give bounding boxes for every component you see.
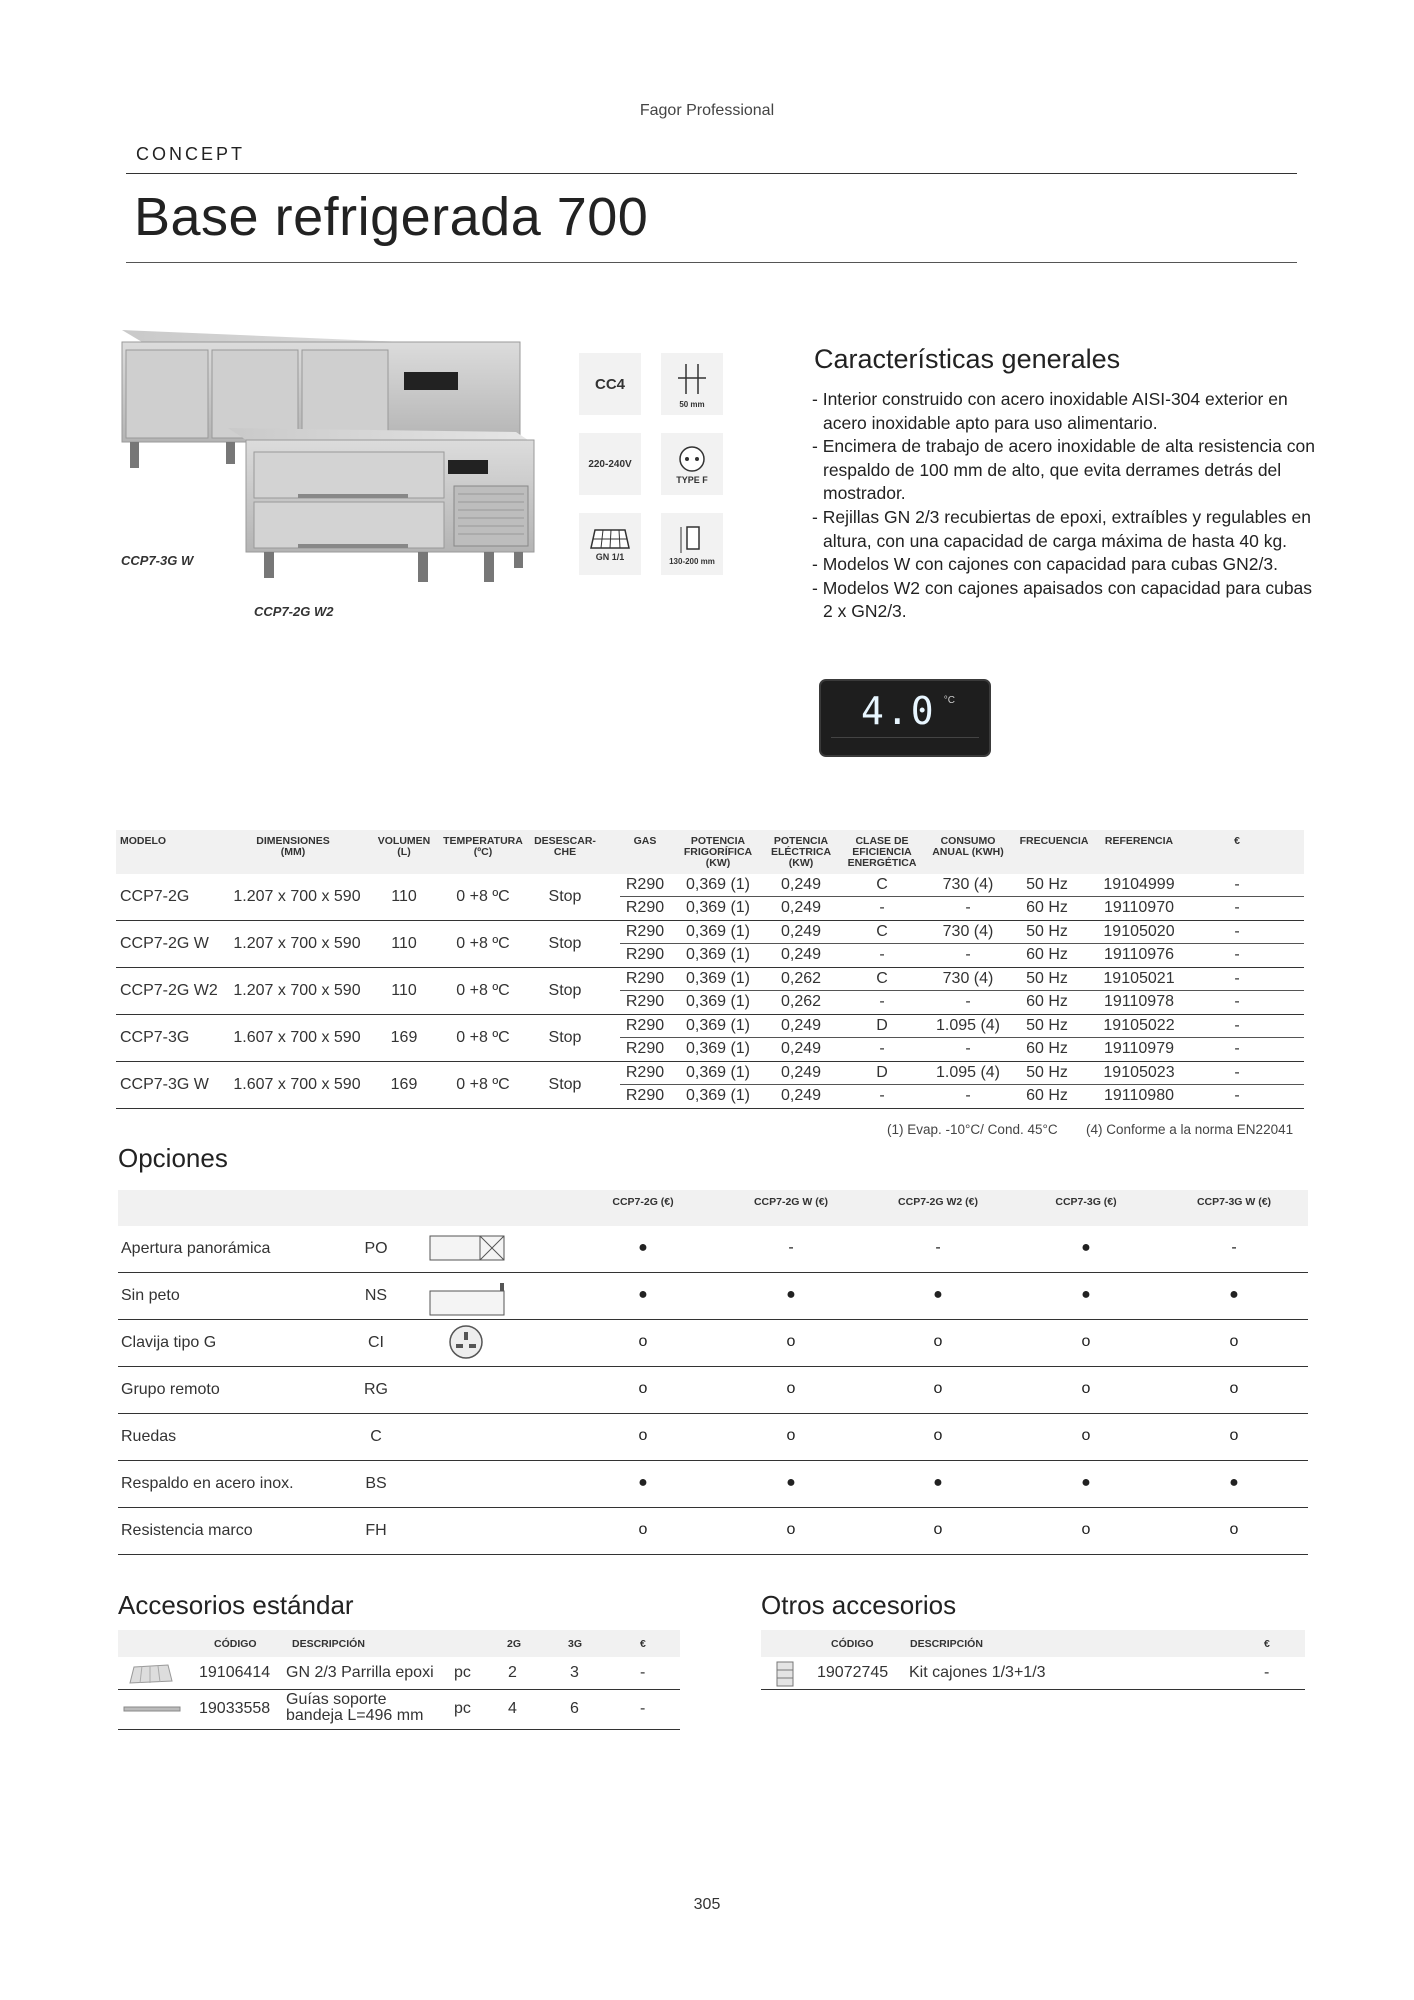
option-name: Respaldo en acero inox. — [121, 1475, 294, 1492]
cell-ref: 19110980 — [1104, 1087, 1174, 1104]
col-header: CCP7-3G (€) — [1055, 1196, 1117, 1208]
availability-mark: ● — [1081, 1474, 1091, 1491]
availability-mark: o — [786, 1427, 796, 1444]
availability-mark: o — [933, 1380, 943, 1397]
col-header: CÓDIGO — [831, 1638, 874, 1650]
availability-mark: ● — [933, 1286, 943, 1303]
list-item: - Interior construido con acero inoxidable AISI-304 exterior en acero inoxidable apto para uso alimentario. — [812, 388, 1322, 435]
volume: 169 — [390, 1076, 418, 1093]
option-name: Ruedas — [121, 1428, 177, 1445]
availability-mark: ● — [1081, 1286, 1091, 1303]
cell-cls: C — [876, 970, 888, 987]
availability-mark: ● — [786, 1286, 796, 1303]
cell-freq: 60 Hz — [1026, 1040, 1068, 1057]
accessory-price: - — [1264, 1664, 1270, 1681]
cell-price: - — [1234, 946, 1240, 963]
divider — [620, 990, 1304, 991]
divider — [126, 173, 1297, 174]
col-header: GAS — [633, 835, 657, 847]
availability-mark: o — [1229, 1333, 1239, 1350]
temperature: 0 +8 ºC — [456, 888, 510, 905]
grid-shelf-icon — [128, 1663, 174, 1685]
option-code: NS — [364, 1287, 388, 1304]
cell-elec: 0,249 — [780, 899, 822, 916]
cell-freq: 60 Hz — [1026, 993, 1068, 1010]
col-header: € — [1234, 835, 1240, 847]
cell-cls: D — [876, 1064, 888, 1081]
option-code: BS — [365, 1475, 387, 1492]
cell-frig: 0,369 (1) — [685, 1017, 751, 1034]
cell-frig: 0,369 (1) — [685, 970, 751, 987]
cell-gas: R290 — [625, 876, 665, 893]
cell-freq: 50 Hz — [1026, 876, 1068, 893]
table-row — [118, 1273, 1308, 1320]
model-name: CCP7-3G W — [120, 1076, 209, 1093]
col-header: DIMENSIONES (MM) — [256, 835, 330, 858]
cell-cls: C — [876, 876, 888, 893]
table-row — [118, 1657, 680, 1690]
cell-elec: 0,249 — [780, 876, 822, 893]
cell-gas: R290 — [625, 1017, 665, 1034]
accessory-qty-2g: 2 — [508, 1664, 517, 1681]
option-code: RG — [364, 1381, 388, 1398]
cell-cons: - — [965, 993, 971, 1010]
model-name: CCP7-3G — [120, 1029, 190, 1046]
plug-g-icon — [446, 1324, 486, 1360]
cell-gas: R290 — [625, 946, 665, 963]
accessory-description: Guías soporte — [286, 1691, 387, 1708]
features-title: Características generales — [814, 344, 1121, 374]
display-keys — [831, 737, 979, 749]
dimensions: 1.607 x 700 x 590 — [233, 1029, 361, 1046]
no-backsplash-icon — [428, 1281, 506, 1317]
volume: 110 — [391, 888, 417, 905]
divider — [620, 943, 1304, 944]
cell-freq: 50 Hz — [1026, 1064, 1068, 1081]
cell-freq: 50 Hz — [1026, 970, 1068, 987]
col-header: CÓDIGO — [214, 1638, 257, 1650]
option-code: CI — [368, 1334, 384, 1351]
col-header: DESESCAR-CHE — [534, 835, 596, 858]
col-header: DESCRIPCIÓN — [910, 1638, 983, 1650]
table-header — [118, 1190, 1308, 1226]
divider — [620, 1084, 1304, 1085]
availability-mark: ● — [1229, 1286, 1239, 1303]
cell-elec: 0,262 — [780, 993, 822, 1010]
list-item: - Modelos W con cajones con capacidad para cubas GN2/3. — [812, 553, 1322, 577]
cell-ref: 19110970 — [1104, 899, 1174, 916]
voltage-icon: 220-240V — [579, 433, 641, 495]
cell-gas: R290 — [625, 1087, 665, 1104]
cell-ref: 19110978 — [1104, 993, 1174, 1010]
option-code: PO — [364, 1240, 388, 1257]
cell-cons: - — [965, 1040, 971, 1057]
cell-freq: 50 Hz — [1026, 923, 1068, 940]
accessory-price: - — [640, 1700, 646, 1717]
tray-guide-icon — [122, 1704, 182, 1714]
accessory-code: 19106414 — [199, 1664, 271, 1681]
drawer-kit-icon — [775, 1660, 795, 1688]
cell-elec: 0,262 — [780, 970, 822, 987]
col-header: 3G — [568, 1638, 583, 1650]
availability-mark: o — [1081, 1380, 1091, 1397]
defrost: Stop — [548, 982, 582, 999]
table-row — [118, 1461, 1308, 1508]
plug-type-icon: TYPE F — [661, 433, 723, 495]
cell-cls: - — [879, 946, 885, 963]
option-name: Resistencia marco — [121, 1522, 253, 1539]
temperature: 0 +8 ºC — [456, 1029, 510, 1046]
availability-mark: o — [1081, 1333, 1091, 1350]
table-row — [118, 1367, 1308, 1414]
cell-frig: 0,369 (1) — [685, 946, 751, 963]
cell-ref: 19110979 — [1104, 1040, 1174, 1057]
availability-mark: o — [638, 1380, 648, 1397]
temperature-readout: 4.0 — [861, 689, 936, 733]
availability-mark: o — [638, 1333, 648, 1350]
availability-mark: - — [935, 1239, 941, 1256]
cell-price: - — [1234, 993, 1240, 1010]
cell-elec: 0,249 — [780, 1087, 822, 1104]
availability-mark: o — [1229, 1380, 1239, 1397]
availability-mark: o — [638, 1521, 648, 1538]
cell-freq: 60 Hz — [1026, 899, 1068, 916]
cell-elec: 0,249 — [780, 946, 822, 963]
table-row — [116, 921, 1304, 968]
volume: 110 — [391, 982, 417, 999]
col-header: CCP7-2G (€) — [612, 1196, 674, 1208]
model-name: CCP7-2G — [120, 888, 190, 905]
list-item: - Encimera de trabajo de acero inoxidable de alta resistencia con respaldo de 100 mm de alto, que evita derrames detrás del mostrador. — [812, 435, 1322, 506]
accessory-code: 19033558 — [199, 1700, 271, 1717]
accessory-code: 19072745 — [817, 1664, 889, 1681]
table-row — [118, 1226, 1308, 1273]
page-title: Base refrigerada 700 — [134, 187, 649, 247]
col-header: CONSUMO ANUAL (KWH) — [932, 835, 1004, 858]
dimensions: 1.207 x 700 x 590 — [233, 888, 361, 905]
volume: 169 — [390, 1029, 418, 1046]
cell-ref: 19110976 — [1104, 946, 1174, 963]
cell-gas: R290 — [625, 993, 665, 1010]
page-number: 305 — [693, 1896, 721, 1913]
cell-cls: - — [879, 1087, 885, 1104]
col-header: 2G — [507, 1638, 522, 1650]
cell-cons: 1.095 (4) — [935, 1064, 1001, 1081]
availability-mark: - — [1231, 1239, 1237, 1256]
cell-cls: C — [876, 923, 888, 940]
models-table — [116, 830, 1304, 1109]
model-name: CCP7-2G W2 — [120, 982, 218, 999]
col-header: € — [1264, 1638, 1270, 1650]
col-header: CLASE DE EFICIENCIA ENERGÉTICA — [847, 835, 917, 869]
cell-gas: R290 — [625, 923, 665, 940]
divider — [126, 262, 1297, 263]
cell-cons: - — [965, 946, 971, 963]
cell-ref: 19105022 — [1103, 1017, 1175, 1034]
option-name: Sin peto — [121, 1287, 180, 1304]
table-row — [118, 1320, 1308, 1367]
accessory-unit: pc — [454, 1664, 471, 1681]
table-row — [116, 1062, 1304, 1109]
cell-price: - — [1234, 970, 1240, 987]
availability-mark: o — [1229, 1427, 1239, 1444]
col-header: REFERENCIA — [1104, 835, 1174, 847]
cell-gas: R290 — [625, 970, 665, 987]
cell-frig: 0,369 (1) — [685, 1040, 751, 1057]
availability-mark: o — [1081, 1521, 1091, 1538]
availability-mark: ● — [638, 1239, 648, 1256]
cell-ref: 19105021 — [1103, 970, 1175, 987]
dimensions: 1.607 x 700 x 590 — [233, 1076, 361, 1093]
thermostat-display — [819, 679, 991, 757]
product-image — [118, 318, 538, 628]
defrost: Stop — [548, 1029, 582, 1046]
cell-cons: - — [965, 899, 971, 916]
option-name: Apertura panorámica — [121, 1240, 271, 1257]
cell-cls: - — [879, 993, 885, 1010]
cell-frig: 0,369 (1) — [685, 1087, 751, 1104]
divider — [620, 1037, 1304, 1038]
defrost: Stop — [548, 935, 582, 952]
accessory-qty-2g: 4 — [508, 1700, 517, 1717]
availability-mark: ● — [638, 1474, 648, 1491]
cell-frig: 0,369 (1) — [685, 993, 751, 1010]
footnote-4: (4) Conforme a la norma EN22041 — [1086, 1122, 1294, 1137]
availability-mark: ● — [1081, 1239, 1091, 1256]
cell-cons: - — [965, 1087, 971, 1104]
cell-cls: - — [879, 899, 885, 916]
availability-mark: - — [788, 1239, 794, 1256]
table-row — [118, 1414, 1308, 1461]
temperature: 0 +8 ºC — [456, 1076, 510, 1093]
option-name: Grupo remoto — [121, 1381, 220, 1398]
panoramic-opening-icon — [428, 1234, 506, 1264]
availability-mark: o — [1229, 1521, 1239, 1538]
cell-frig: 0,369 (1) — [685, 1064, 751, 1081]
cell-gas: R290 — [625, 899, 665, 916]
col-header: POTENCIA ELÉCTRICA (KW) — [770, 835, 832, 869]
model-label-front: CCP7-2G W2 — [254, 604, 334, 619]
divider — [620, 896, 1304, 897]
cell-price: - — [1234, 1064, 1240, 1081]
availability-mark: o — [933, 1521, 943, 1538]
temperature-unit: °C — [943, 695, 955, 706]
cell-ref: 19104999 — [1103, 876, 1175, 893]
table-header — [118, 1630, 680, 1657]
col-header: CCP7-2G W2 (€) — [898, 1196, 978, 1208]
availability-mark: o — [933, 1333, 943, 1350]
cell-frig: 0,369 (1) — [685, 876, 751, 893]
availability-mark: o — [786, 1521, 796, 1538]
availability-mark: o — [638, 1427, 648, 1444]
footnote-1: (1) Evap. -10°C/ Cond. 45°C — [887, 1122, 1058, 1137]
features-list — [812, 388, 1322, 624]
options-table — [118, 1190, 1308, 1555]
options-title: Opciones — [118, 1143, 228, 1173]
option-name: Clavija tipo G — [121, 1334, 217, 1351]
accessory-description: bandeja L=496 mm — [286, 1707, 424, 1724]
accessories-standard-table — [118, 1630, 680, 1730]
col-header: VOLUMEN (L) — [377, 835, 431, 858]
cell-freq: 50 Hz — [1026, 1017, 1068, 1034]
availability-mark: o — [786, 1380, 796, 1397]
cell-gas: R290 — [625, 1040, 665, 1057]
col-header: € — [640, 1638, 646, 1650]
table-header — [761, 1630, 1305, 1657]
cell-freq: 60 Hz — [1026, 946, 1068, 963]
cell-cons: 1.095 (4) — [935, 1017, 1001, 1034]
table-row — [116, 968, 1304, 1015]
model-label-back: CCP7-3G W — [121, 553, 194, 568]
cell-elec: 0,249 — [780, 1040, 822, 1057]
accessory-qty-3g: 6 — [570, 1700, 579, 1717]
table-row — [118, 1508, 1308, 1555]
model-name: CCP7-2G W — [120, 935, 209, 952]
cell-price: - — [1234, 1087, 1240, 1104]
cell-price: - — [1234, 1017, 1240, 1034]
availability-mark: o — [786, 1333, 796, 1350]
adjustable-height-icon: 130-200 mm — [661, 513, 723, 575]
col-header: DESCRIPCIÓN — [292, 1638, 365, 1650]
cell-cls: - — [879, 1040, 885, 1057]
availability-mark: ● — [1229, 1474, 1239, 1491]
cell-frig: 0,369 (1) — [685, 923, 751, 940]
cell-price: - — [1234, 876, 1240, 893]
gn-grid-icon: GN 1/1 — [579, 513, 641, 575]
list-item: - Rejillas GN 2/3 recubiertas de epoxi, extraíbles y regulables en altura, con una capacidad de carga máxima de hasta 40 kg. — [812, 506, 1322, 553]
availability-mark: ● — [638, 1286, 648, 1303]
table-row — [116, 874, 1304, 921]
option-code: FH — [365, 1522, 387, 1539]
table-row — [761, 1657, 1305, 1690]
col-header: MODELO — [120, 835, 167, 847]
cell-price: - — [1234, 1040, 1240, 1057]
temperature: 0 +8 ºC — [456, 935, 510, 952]
table-header — [116, 830, 1304, 874]
list-item: - Modelos W2 con cajones apaisados con capacidad para cubas 2 x GN2/3. — [812, 577, 1322, 624]
cell-elec: 0,249 — [780, 1064, 822, 1081]
option-code: C — [370, 1428, 382, 1445]
cell-price: - — [1234, 923, 1240, 940]
defrost: Stop — [548, 888, 582, 905]
cell-cons: 730 (4) — [942, 970, 994, 987]
cell-cons: 730 (4) — [942, 923, 994, 940]
table-row — [118, 1690, 680, 1730]
accessory-description: GN 2/3 Parrilla epoxi — [286, 1664, 434, 1681]
col-header: FRECUENCIA — [1019, 835, 1089, 847]
accessory-price: - — [640, 1664, 646, 1681]
accessory-qty-3g: 3 — [570, 1664, 579, 1681]
cell-cls: D — [876, 1017, 888, 1034]
cell-elec: 0,249 — [780, 923, 822, 940]
accessories-standard-title: Accesorios estándar — [118, 1590, 354, 1620]
col-header: POTENCIA FRIGORÍFICA (KW) — [683, 835, 753, 869]
section-label: CONCEPT — [136, 144, 246, 164]
leg-height-icon: 50 mm — [661, 353, 723, 415]
cell-ref: 19105023 — [1103, 1064, 1175, 1081]
accessory-unit: pc — [454, 1700, 471, 1717]
cell-cons: 730 (4) — [942, 876, 994, 893]
col-header: CCP7-2G W (€) — [753, 1196, 829, 1208]
cell-elec: 0,249 — [780, 1017, 822, 1034]
brand-header: Fagor Professional — [639, 102, 775, 119]
cell-freq: 60 Hz — [1026, 1087, 1068, 1104]
temperature: 0 +8 ºC — [456, 982, 510, 999]
availability-mark: ● — [933, 1474, 943, 1491]
defrost: Stop — [548, 1076, 582, 1093]
other-accessories-table — [761, 1630, 1305, 1690]
dimensions: 1.207 x 700 x 590 — [233, 935, 361, 952]
availability-mark: ● — [786, 1474, 796, 1491]
cell-frig: 0,369 (1) — [685, 899, 751, 916]
dimensions: 1.207 x 700 x 590 — [233, 982, 361, 999]
volume: 110 — [391, 935, 417, 952]
other-accessories-title: Otros accesorios — [761, 1590, 957, 1620]
availability-mark: o — [1081, 1427, 1091, 1444]
table-row — [116, 1015, 1304, 1062]
climate-class-icon: CC4 — [579, 353, 641, 415]
col-header: TEMPERATURA (ºC) — [443, 835, 523, 858]
col-header: CCP7-3G W (€) — [1196, 1196, 1272, 1208]
availability-mark: o — [933, 1427, 943, 1444]
cell-price: - — [1234, 899, 1240, 916]
cell-gas: R290 — [625, 1064, 665, 1081]
cell-ref: 19105020 — [1103, 923, 1175, 940]
accessory-description: Kit cajones 1/3+1/3 — [909, 1664, 1046, 1681]
